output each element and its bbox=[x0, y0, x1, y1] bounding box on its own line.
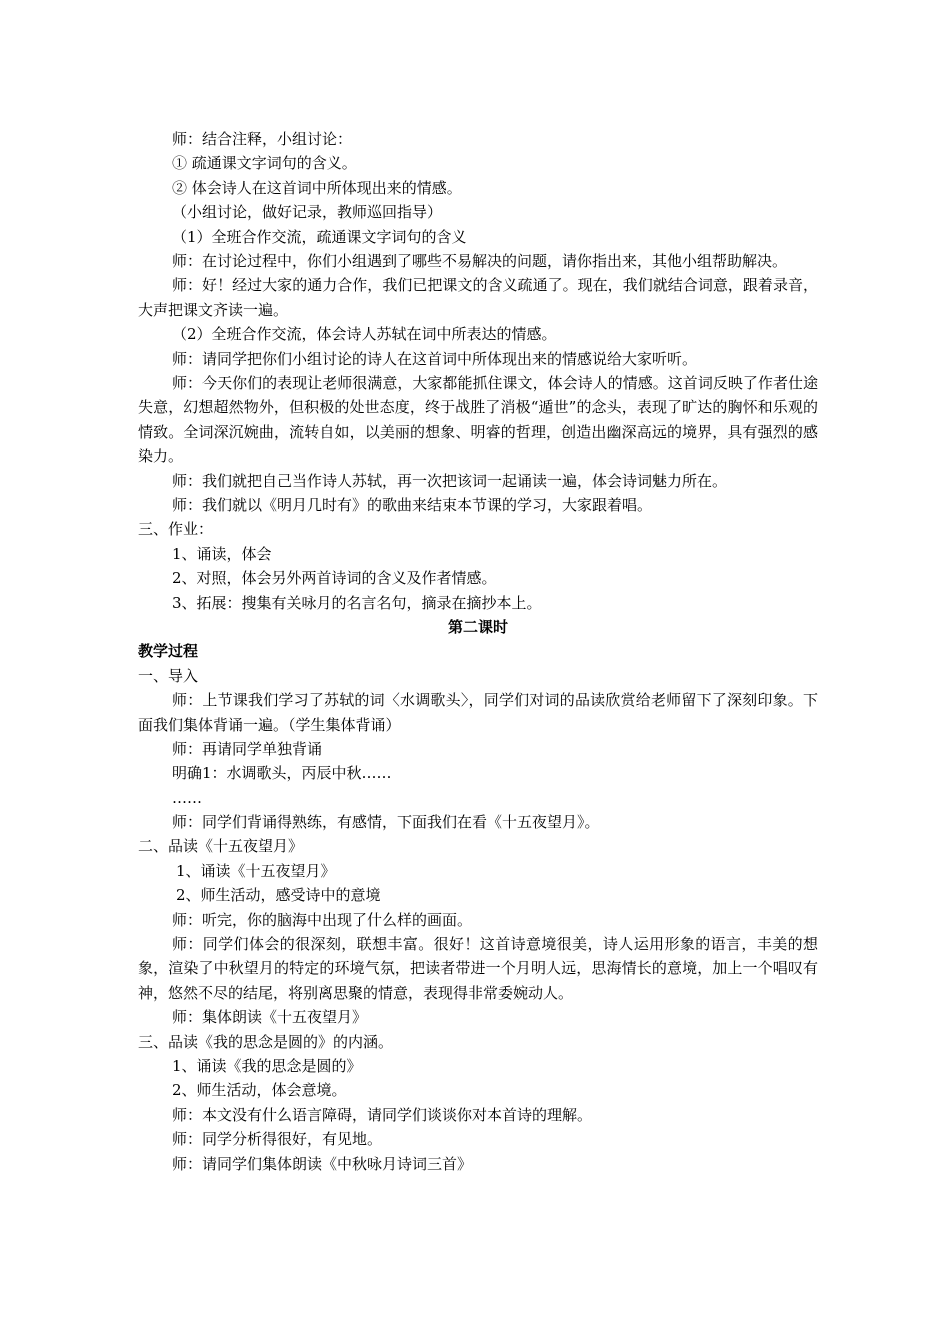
paragraph: 师：请同学们集体朗读《中秋咏月诗词三首》 bbox=[172, 1154, 473, 1173]
paragraph: 师：请同学把你们小组讨论的诗人在这首词中所体现出来的情感说给大家听听。 bbox=[172, 349, 698, 368]
paragraph: 师：结合注释，小组讨论： bbox=[172, 130, 353, 148]
list-item: 1、诵读，体会 bbox=[172, 544, 272, 563]
list-item: ② 体会诗人在这首词中所体现出来的情感。 bbox=[172, 178, 462, 197]
document-body bbox=[138, 127, 818, 1176]
paragraph: 师：在讨论过程中，你们小组遇到了哪些不易解决的问题，请你指出来，其他小组帮助解决。 bbox=[172, 251, 788, 270]
paragraph: 师：再请同学单独背诵 bbox=[172, 739, 323, 758]
list-item: 2、对照，体会另外两首诗词的含义及作者情感。 bbox=[172, 569, 497, 588]
paragraph: （小组讨论，做好记录，教师巡回指导） bbox=[172, 203, 443, 222]
section-heading: 三、品读《我的思念是圆的》的内涵。 bbox=[138, 1032, 394, 1051]
section-subheading: （2）全班合作交流，体会诗人苏轼在词中所表达的情感。 bbox=[172, 325, 557, 344]
list-item: 3、拓展：搜集有关咏月的名言名句，摘录在摘抄本上。 bbox=[172, 593, 542, 612]
paragraph: 师：我们就把自己当作诗人苏轼，再一次把该词一起诵读一遍，体会诗词魅力所在。 bbox=[172, 471, 728, 490]
paragraph: 师：上节课我们学习了苏轼的词〈水调歌头〉，同学们对词的品读欣赏给老师留下了深刻印象。下面我们集体背诵一遍。（学生集体背诵） bbox=[138, 691, 818, 734]
paragraph: 师：听完，你的脑海中出现了什么样的画面。 bbox=[172, 910, 473, 929]
section-title: 教学过程 bbox=[138, 642, 199, 661]
section-heading: 三、作业： bbox=[138, 520, 214, 539]
paragraph: 师：今天你们的表现让老师很满意，大家都能抓住课文，体会诗人的情感。这首词反映了作者仕途失意，幻想超然物外，但积极的处世态度，终于战胜了消极“遁世”的念头，表现了旷达的胸怀和乐观的情致。全词深沉婉曲，流转自如，以美丽的想象、明睿的哲理，创造出幽深高远的境界，具有强烈的感染力。 bbox=[138, 373, 818, 466]
paragraph: 师：好！经过大家的通力合作，我们已把课文的含义疏通了。现在，我们就结合词意，跟着录音，大声把课文齐读一遍。 bbox=[138, 276, 818, 319]
list-item: 2、师生活动，体会意境。 bbox=[172, 1081, 347, 1100]
section-subheading: （1）全班合作交流，疏通课文字词句的含义 bbox=[172, 227, 467, 246]
paragraph: 师：同学们体会的很深刻，联想丰富。很好！这首诗意境很美，诗人运用形象的语言，丰美的想象，渲染了中秋望月的特定的环境气氛，把读者带进一个月明人远，思海情长的意境，加上一个唱叹有神，悠然不尽的结尾，将别离思聚的情意，表现得非常委婉动人。 bbox=[138, 935, 818, 1002]
section-heading: 二、品读《十五夜望月》 bbox=[138, 837, 304, 856]
paragraph: …… bbox=[172, 788, 202, 807]
list-item: 2、师生活动，感受诗中的意境 bbox=[176, 886, 381, 905]
paragraph: 师：同学分析得很好，有见地。 bbox=[172, 1130, 383, 1149]
list-item: 1、诵读《十五夜望月》 bbox=[176, 861, 336, 880]
paragraph: 明确1：水调歌头，丙辰中秋…… bbox=[172, 764, 392, 783]
list-item: 1、诵读《我的思念是圆的》 bbox=[172, 1057, 362, 1076]
paragraph: 师：本文没有什么语言障碍，请同学们谈谈你对本首诗的理解。 bbox=[172, 1105, 593, 1124]
list-item: ① 疏通课文字词句的含义。 bbox=[172, 154, 357, 173]
section-heading: 一、导入 bbox=[138, 666, 199, 685]
paragraph: 师：集体朗读《十五夜望月》 bbox=[172, 1008, 368, 1027]
paragraph: 师：我们就以《明月几时有》的歌曲来结束本节课的学习，大家跟着唱。 bbox=[172, 495, 653, 514]
paragraph: 师：同学们背诵得熟练，有感情，下面我们在看《十五夜望月》。 bbox=[172, 813, 600, 832]
lesson-title: 第二课时 bbox=[447, 617, 508, 636]
